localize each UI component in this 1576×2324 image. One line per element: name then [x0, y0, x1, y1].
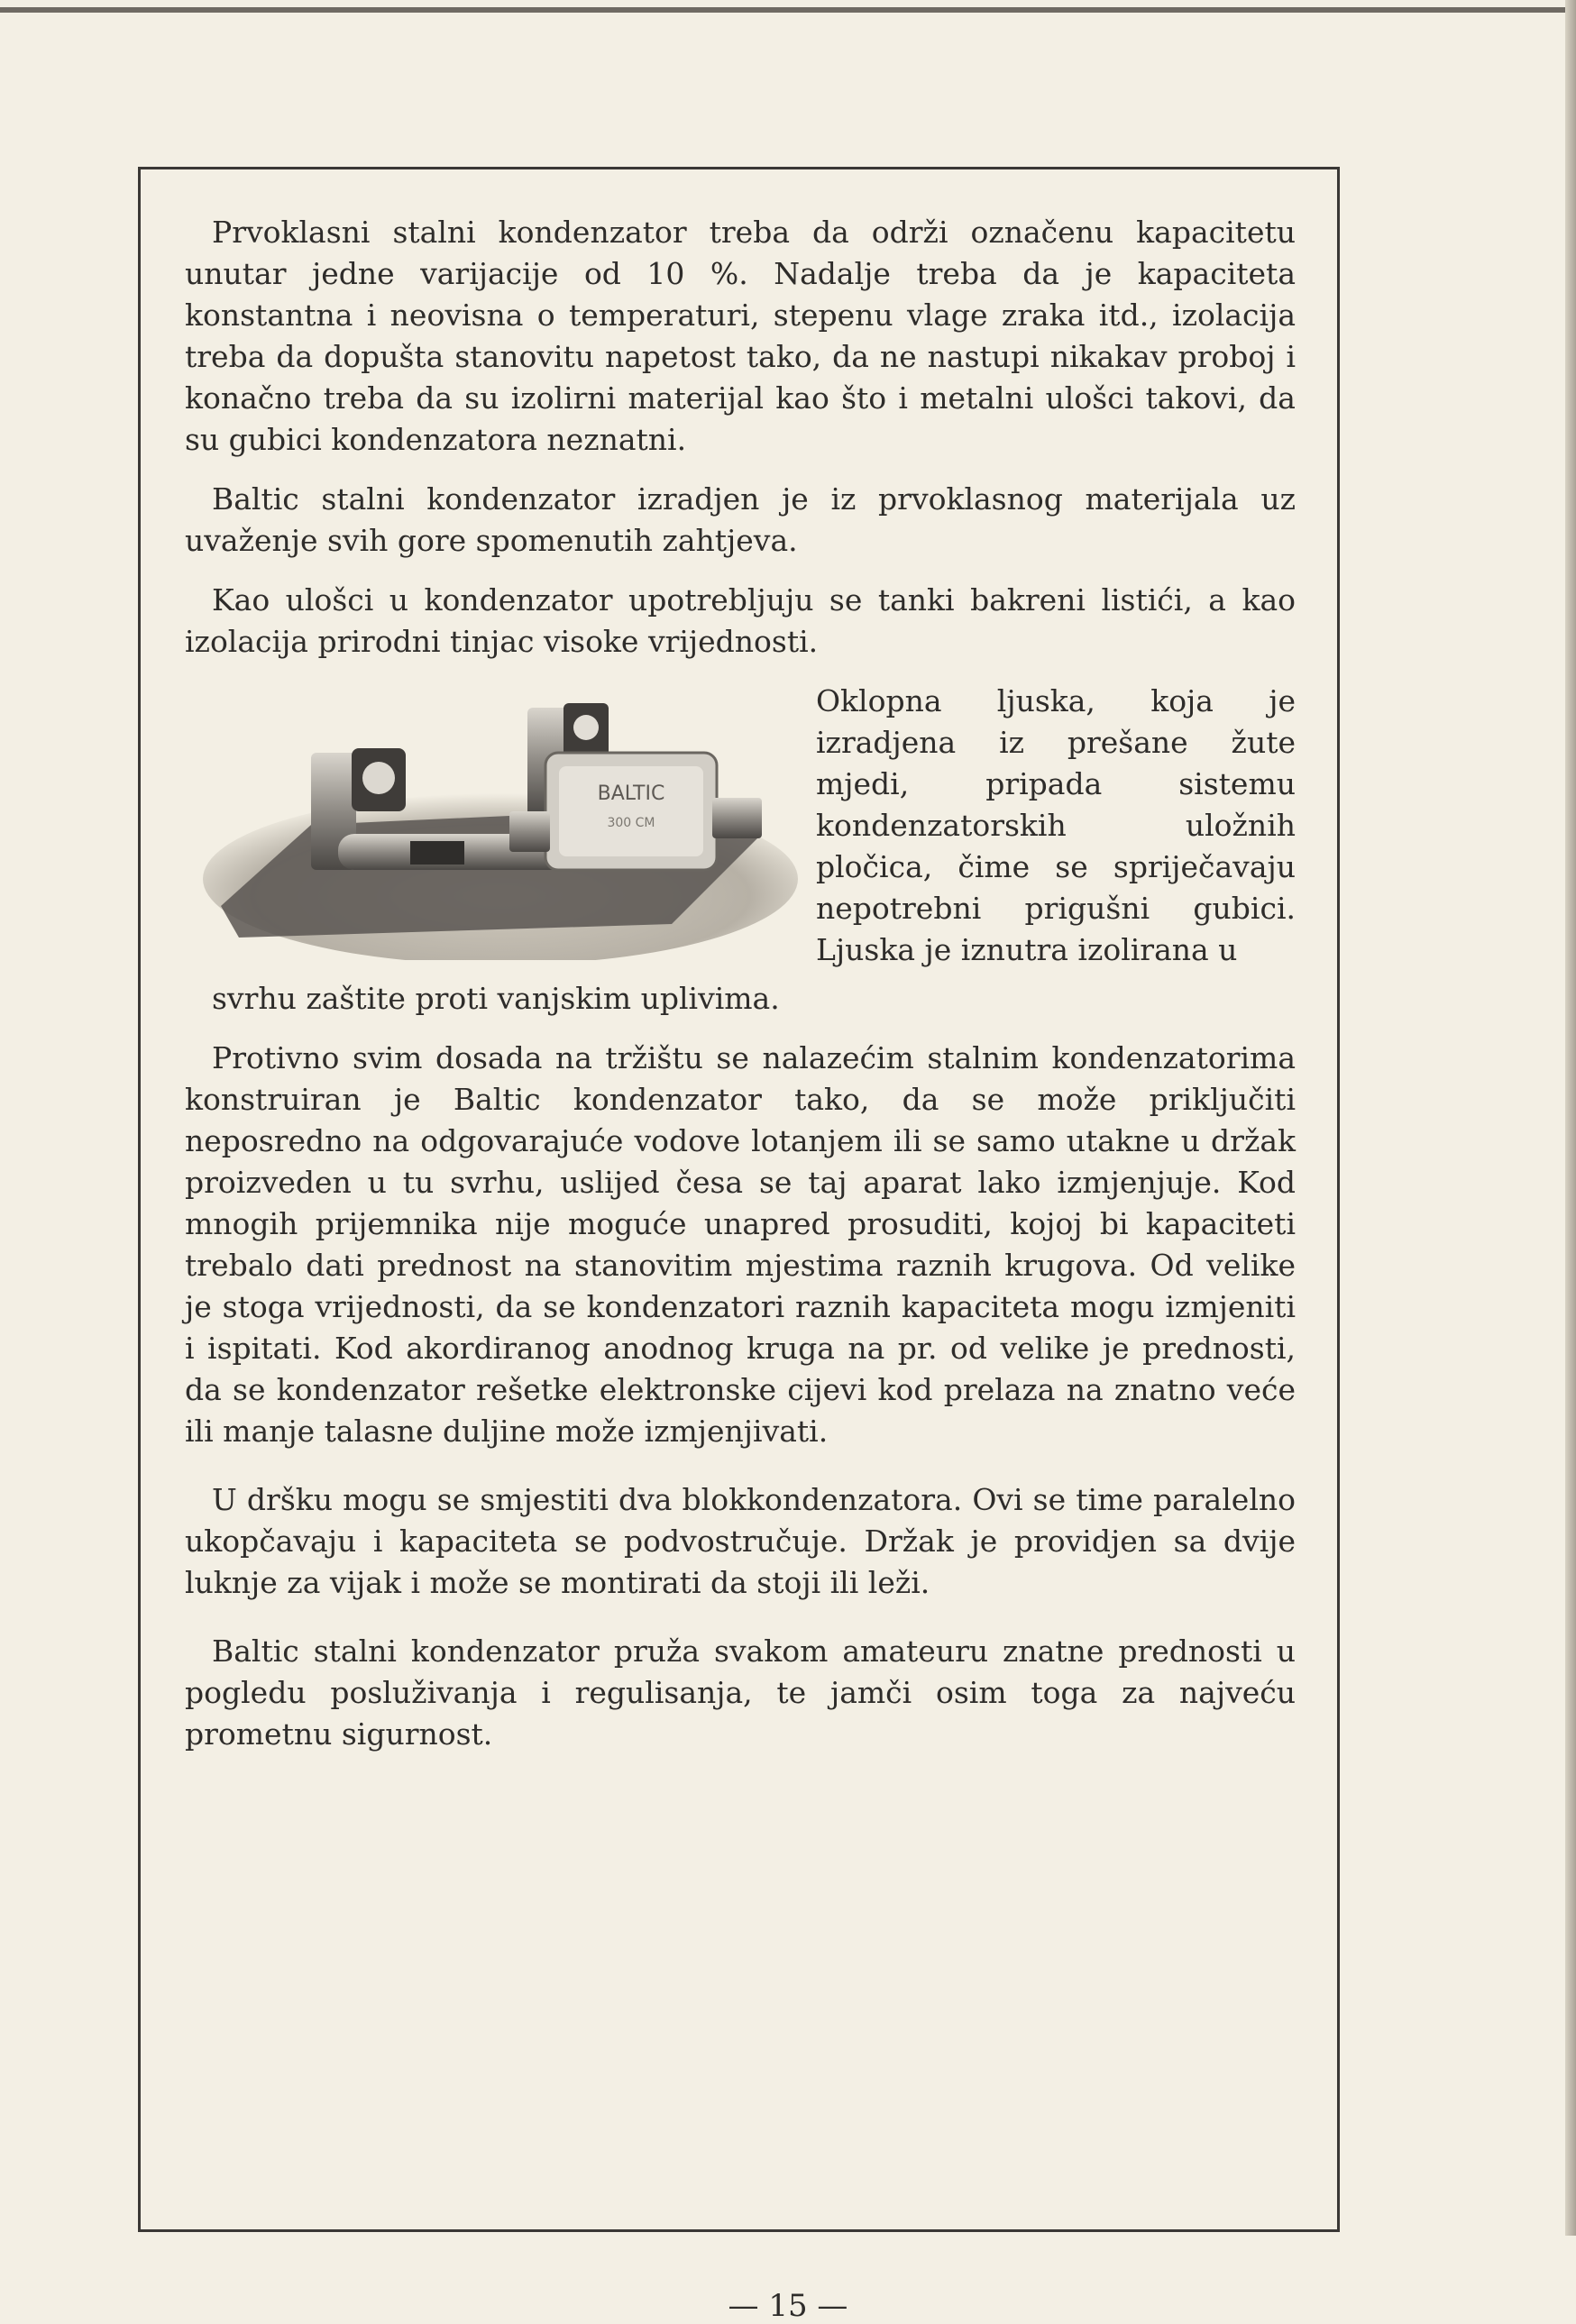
figure-section [185, 681, 1296, 978]
paragraph-5: Protivno svim dosada na tržištu se nalazećim stalnim kondenzatorima konstruiran je Baltic kondenzator tako, da se može priključiti neposredno na odgovarajuće vodove lotanjem ili se samo utakne u držak proizveden u tu svrhu, uslijed česa se taj aparat lako izmjenjuje. Kod mnogih prijemnika nije moguće unapred prosuditi, kojoj bi kapaciteti trebalo dati prednost na stanovitim mjestima raznih krugova. Od velike je stoga vrijednosti, da se kondenzatori raznih kapaciteta mogu izmjeniti i ispitati. Kod akordiranog anodnog kruga na pr. od velike je prednosti, da se kondenzator rešetke elektronske cijevi kod prelaza na znatno veće ili manje talasne duljine može izmjenjivati. [185, 1040, 1296, 1449]
figure-side-text: Oklopna ljuska, koja je izradjena iz prešane žute mjedi, pripada sistemu kondenzatorskih uložnih pločica, čime se spriječavaju nepotrebni prigušni gubici. Ljuska je iznutra izolirana u [816, 683, 1296, 967]
paragraph-3: Kao ulošci u kondenzator upotrebljuju se tanki bakreni listići, a kao izolacija prirodni tinjac visoke vrijednosti. [185, 582, 1296, 659]
capacitor-photo [203, 699, 807, 960]
capacitor-value-label: 300 CM [607, 816, 655, 830]
page-number: — 15 — [728, 2288, 848, 2324]
text-content [185, 212, 1296, 1773]
figure-caption-continuation: svrhu zaštite proti vanjskim uplivima. [212, 981, 780, 1016]
frame-border-bottom [138, 2229, 1340, 2232]
capacitor-brand-label: BALTIC [597, 782, 665, 805]
paragraph-1: Prvoklasni stalni kondenzator treba da održi označenu kapacitetu unutar jedne varijacije od 10 %. Nadalje treba da je kapaciteta konstantna i neovisna o temperaturi, stepenu vlage zraka itd., izolacija treba da dopušta stanovitu napetost tako, da ne nastupi nikakav proboj i konačno treba da su izolirni materijal kao što i metalni ulošci takovi, da su gubici kondenzatora neznatni. [185, 215, 1296, 457]
paragraph-6: U dršku mogu se smjestiti dva blokkondenzatora. Ovi se time paralelno ukopčavaju i kapaciteta se podvostručuje. Držak je providjen sa dvije luknje za vijak i može se montirati da stoji ili leži. [185, 1482, 1296, 1600]
frame-border-right [1337, 167, 1340, 2231]
frame-border-top [138, 167, 1340, 169]
frame-border-left [138, 167, 141, 2231]
paragraph-7: Baltic stalni kondenzator pruža svakom amateuru znatne prednosti u pogledu posluživanja i regulisanja, te jamči osim toga za najveću prometnu sigurnost. [185, 1633, 1296, 1752]
page-right-edge [1565, 0, 1576, 2236]
top-edge-line [0, 7, 1576, 13]
paragraph-2: Baltic stalni kondenzator izradjen je iz prvoklasnog materijala uz uvaženje svih gore spomenutih zahtjeva. [185, 481, 1296, 558]
